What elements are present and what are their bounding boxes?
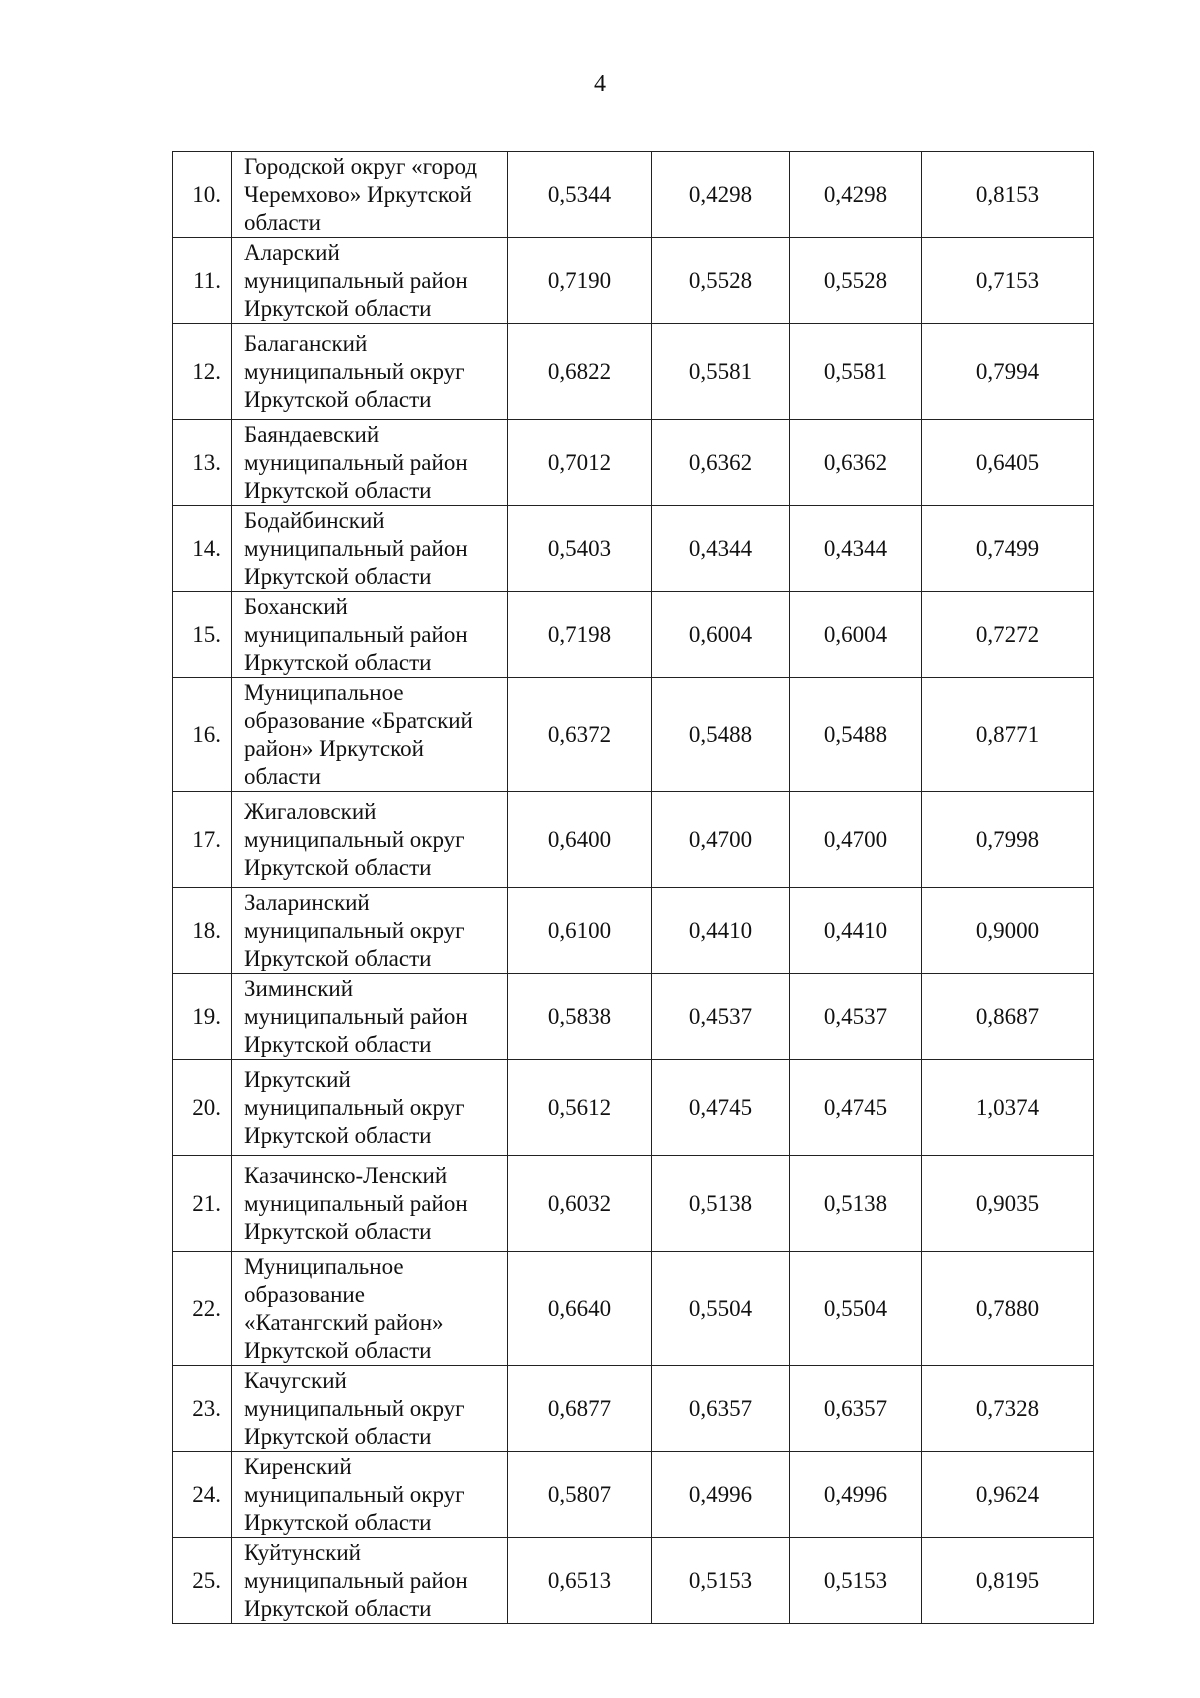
value-column-4: 0,9035 bbox=[922, 1156, 1094, 1252]
municipality-name bbox=[232, 974, 508, 1060]
municipality-name-line: муниципальный округ bbox=[244, 358, 465, 384]
table-row bbox=[173, 1156, 1094, 1252]
municipality-name-line: муниципальный округ bbox=[244, 826, 465, 852]
municipality-name-line: муниципальный район bbox=[244, 449, 468, 475]
municipality-name-line: муниципальный район bbox=[244, 1567, 468, 1593]
table-row bbox=[173, 1452, 1094, 1538]
value-column-1: 0,6513 bbox=[508, 1538, 652, 1624]
municipality-name-line: Баяндаевский bbox=[244, 421, 380, 447]
value-column-3: 0,4537 bbox=[790, 974, 922, 1060]
table-row bbox=[173, 420, 1094, 506]
value-column-4: 0,7880 bbox=[922, 1252, 1094, 1366]
municipality-name bbox=[232, 792, 508, 888]
municipality-name-line: муниципальный район bbox=[244, 535, 468, 561]
value-column-2: 0,5581 bbox=[652, 324, 790, 420]
value-column-2: 0,4745 bbox=[652, 1060, 790, 1156]
municipality-name bbox=[232, 1252, 508, 1366]
row-number: 17. bbox=[173, 792, 232, 888]
value-column-1: 0,6372 bbox=[508, 678, 652, 792]
table-row bbox=[173, 1252, 1094, 1366]
row-number: 15. bbox=[173, 592, 232, 678]
value-column-3: 0,5488 bbox=[790, 678, 922, 792]
value-column-1: 0,7198 bbox=[508, 592, 652, 678]
value-column-3: 0,6004 bbox=[790, 592, 922, 678]
municipality-name-line: Аларский bbox=[244, 239, 340, 265]
table-row bbox=[173, 152, 1094, 238]
value-column-1: 0,5838 bbox=[508, 974, 652, 1060]
value-column-4: 1,0374 bbox=[922, 1060, 1094, 1156]
value-column-2: 0,4537 bbox=[652, 974, 790, 1060]
municipality-name bbox=[232, 888, 508, 974]
value-column-3: 0,5153 bbox=[790, 1538, 922, 1624]
municipality-name-line: Бодайбинский bbox=[244, 507, 385, 533]
municipality-name bbox=[232, 1156, 508, 1252]
value-column-2: 0,5138 bbox=[652, 1156, 790, 1252]
value-column-2: 0,4410 bbox=[652, 888, 790, 974]
value-column-2: 0,5504 bbox=[652, 1252, 790, 1366]
municipality-name-line: муниципальный округ bbox=[244, 1094, 465, 1120]
value-column-2: 0,6357 bbox=[652, 1366, 790, 1452]
value-column-3: 0,4410 bbox=[790, 888, 922, 974]
table-row bbox=[173, 592, 1094, 678]
value-column-1: 0,6400 bbox=[508, 792, 652, 888]
municipality-name bbox=[232, 678, 508, 792]
table-row bbox=[173, 1538, 1094, 1624]
municipality-name bbox=[232, 592, 508, 678]
municipality-name-line: Боханский bbox=[244, 593, 348, 619]
row-number: 25. bbox=[173, 1538, 232, 1624]
table-row bbox=[173, 792, 1094, 888]
municipality-name-line: муниципальный округ bbox=[244, 917, 465, 943]
municipality-name-line: «Катангский район» bbox=[244, 1309, 444, 1335]
table-row bbox=[173, 1060, 1094, 1156]
municipality-name-line: муниципальный район bbox=[244, 621, 468, 647]
row-number: 20. bbox=[173, 1060, 232, 1156]
municipality-name-line: области bbox=[244, 209, 321, 235]
municipality-name bbox=[232, 238, 508, 324]
municipality-name-line: Иркутской области bbox=[244, 854, 432, 880]
value-column-4: 0,9000 bbox=[922, 888, 1094, 974]
municipality-name bbox=[232, 152, 508, 238]
value-column-4: 0,8687 bbox=[922, 974, 1094, 1060]
table-row bbox=[173, 324, 1094, 420]
value-column-3: 0,6362 bbox=[790, 420, 922, 506]
value-column-3: 0,5138 bbox=[790, 1156, 922, 1252]
municipality-name bbox=[232, 1366, 508, 1452]
value-column-1: 0,6822 bbox=[508, 324, 652, 420]
value-column-4: 0,8195 bbox=[922, 1538, 1094, 1624]
row-number: 18. bbox=[173, 888, 232, 974]
row-number: 16. bbox=[173, 678, 232, 792]
row-number: 14. bbox=[173, 506, 232, 592]
value-column-3: 0,5581 bbox=[790, 324, 922, 420]
table-row bbox=[173, 974, 1094, 1060]
municipality-name-line: Иркутской области bbox=[244, 295, 432, 321]
municipality-name-line: Куйтунский bbox=[244, 1539, 361, 1565]
municipality-name-line: Иркутской области bbox=[244, 1423, 432, 1449]
row-number: 13. bbox=[173, 420, 232, 506]
municipality-name-line: Качугский bbox=[244, 1367, 347, 1393]
row-number: 21. bbox=[173, 1156, 232, 1252]
municipality-name-line: Казачинско-Ленский bbox=[244, 1162, 448, 1188]
municipality-name bbox=[232, 420, 508, 506]
value-column-2: 0,4298 bbox=[652, 152, 790, 238]
table-row bbox=[173, 506, 1094, 592]
municipality-name-line: Иркутской области bbox=[244, 386, 432, 412]
municipality-name-line: Иркутской области bbox=[244, 563, 432, 589]
table-row bbox=[173, 888, 1094, 974]
value-column-4: 0,8771 bbox=[922, 678, 1094, 792]
municipality-name-line: Иркутской области bbox=[244, 945, 432, 971]
value-column-2: 0,4996 bbox=[652, 1452, 790, 1538]
municipality-name-line: Балаганский bbox=[244, 330, 368, 356]
page-number: 4 bbox=[594, 71, 606, 97]
row-number: 12. bbox=[173, 324, 232, 420]
municipality-name-line: Жигаловский bbox=[244, 798, 377, 824]
municipality-name-line: образование «Братский bbox=[244, 707, 473, 733]
value-column-3: 0,5504 bbox=[790, 1252, 922, 1366]
value-column-4: 0,7998 bbox=[922, 792, 1094, 888]
table-row bbox=[173, 1366, 1094, 1452]
value-column-2: 0,5488 bbox=[652, 678, 790, 792]
row-number: 23. bbox=[173, 1366, 232, 1452]
municipality-name-line: Иркутский bbox=[244, 1066, 351, 1092]
municipality-name-line: образование bbox=[244, 1281, 365, 1307]
municipality-name-line: Муниципальное bbox=[244, 679, 404, 705]
municipality-name-line: Иркутской области bbox=[244, 1509, 432, 1535]
municipality-name-line: район» Иркутской bbox=[244, 735, 424, 761]
municipality-name-line: Городской округ «город bbox=[244, 153, 478, 179]
value-column-4: 0,7328 bbox=[922, 1366, 1094, 1452]
municipality-name-line: Иркутской области bbox=[244, 1595, 432, 1621]
municipality-name-line: Иркутской области bbox=[244, 1337, 432, 1363]
value-column-2: 0,4344 bbox=[652, 506, 790, 592]
value-column-3: 0,4298 bbox=[790, 152, 922, 238]
value-column-1: 0,5403 bbox=[508, 506, 652, 592]
value-column-2: 0,6004 bbox=[652, 592, 790, 678]
municipality-name-line: Иркутской области bbox=[244, 477, 432, 503]
municipal-indicators-table bbox=[172, 151, 1094, 1624]
row-number: 22. bbox=[173, 1252, 232, 1366]
value-column-1: 0,7012 bbox=[508, 420, 652, 506]
value-column-4: 0,7499 bbox=[922, 506, 1094, 592]
value-column-1: 0,6877 bbox=[508, 1366, 652, 1452]
municipality-name-line: Иркутской области bbox=[244, 649, 432, 675]
row-number: 10. bbox=[173, 152, 232, 238]
value-column-3: 0,4344 bbox=[790, 506, 922, 592]
municipality-name-line: муниципальный район bbox=[244, 1003, 468, 1029]
municipality-name-line: Черемхово» Иркутской bbox=[244, 181, 472, 207]
row-number: 11. bbox=[173, 238, 232, 324]
municipality-name-line: Иркутской области bbox=[244, 1218, 432, 1244]
municipality-name-line: муниципальный район bbox=[244, 267, 468, 293]
municipality-name bbox=[232, 506, 508, 592]
table-body bbox=[173, 152, 1094, 1624]
municipality-name-line: Иркутской области bbox=[244, 1122, 432, 1148]
value-column-1: 0,6100 bbox=[508, 888, 652, 974]
municipality-name-line: Иркутской области bbox=[244, 1031, 432, 1057]
value-column-1: 0,5612 bbox=[508, 1060, 652, 1156]
municipality-name bbox=[232, 324, 508, 420]
value-column-2: 0,6362 bbox=[652, 420, 790, 506]
value-column-1: 0,5344 bbox=[508, 152, 652, 238]
value-column-3: 0,4700 bbox=[790, 792, 922, 888]
value-column-4: 0,7272 bbox=[922, 592, 1094, 678]
municipality-name bbox=[232, 1060, 508, 1156]
municipality-name-line: области bbox=[244, 763, 321, 789]
value-column-2: 0,5528 bbox=[652, 238, 790, 324]
value-column-3: 0,5528 bbox=[790, 238, 922, 324]
municipality-name-line: Заларинский bbox=[244, 889, 370, 915]
municipality-name-line: муниципальный район bbox=[244, 1190, 468, 1216]
row-number: 24. bbox=[173, 1452, 232, 1538]
table-row bbox=[173, 678, 1094, 792]
value-column-4: 0,6405 bbox=[922, 420, 1094, 506]
value-column-3: 0,4745 bbox=[790, 1060, 922, 1156]
municipality-name bbox=[232, 1538, 508, 1624]
row-number: 19. bbox=[173, 974, 232, 1060]
value-column-1: 0,6032 bbox=[508, 1156, 652, 1252]
municipality-name-line: Киренский bbox=[244, 1453, 352, 1479]
value-column-1: 0,5807 bbox=[508, 1452, 652, 1538]
value-column-3: 0,4996 bbox=[790, 1452, 922, 1538]
municipality-name-line: Муниципальное bbox=[244, 1253, 404, 1279]
municipality-name bbox=[232, 1452, 508, 1538]
municipality-name-line: Зиминский bbox=[244, 975, 354, 1001]
value-column-1: 0,7190 bbox=[508, 238, 652, 324]
value-column-1: 0,6640 bbox=[508, 1252, 652, 1366]
municipality-name-line: муниципальный округ bbox=[244, 1481, 465, 1507]
municipality-name-line: муниципальный округ bbox=[244, 1395, 465, 1421]
value-column-3: 0,6357 bbox=[790, 1366, 922, 1452]
table-row bbox=[173, 238, 1094, 324]
value-column-4: 0,7153 bbox=[922, 238, 1094, 324]
value-column-4: 0,8153 bbox=[922, 152, 1094, 238]
value-column-2: 0,5153 bbox=[652, 1538, 790, 1624]
value-column-2: 0,4700 bbox=[652, 792, 790, 888]
value-column-4: 0,9624 bbox=[922, 1452, 1094, 1538]
value-column-4: 0,7994 bbox=[922, 324, 1094, 420]
